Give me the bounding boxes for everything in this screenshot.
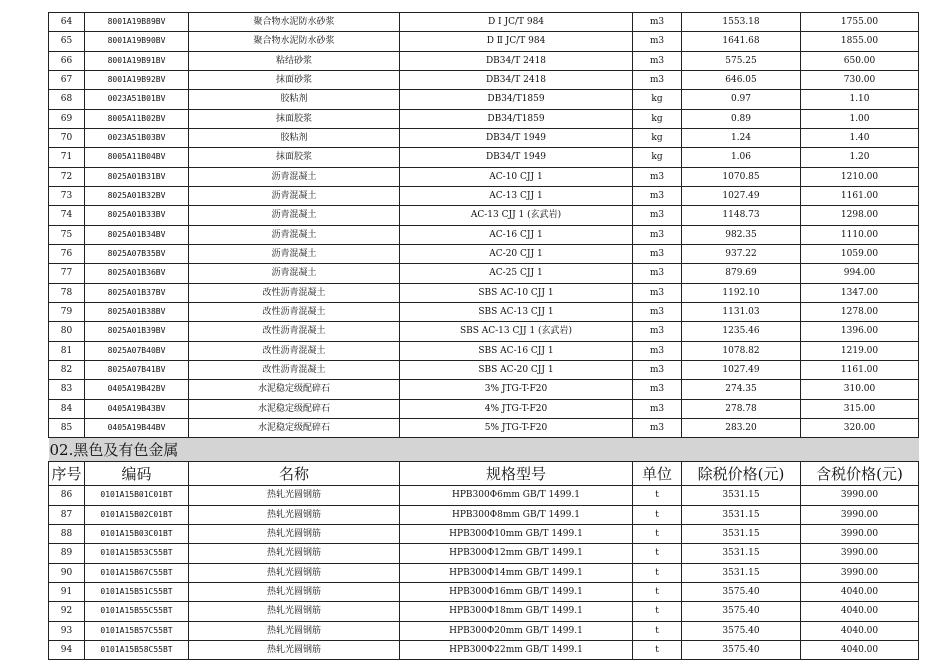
- cell-price-excl-tax[interactable]: 0.97: [682, 90, 801, 109]
- cell-spec[interactable]: SBS AC-16 CJJ 1: [400, 341, 633, 360]
- cell-price-excl-tax[interactable]: 1553.18: [682, 13, 801, 32]
- cell-unit[interactable]: kg: [633, 148, 682, 167]
- cell-price-incl-tax[interactable]: 1347.00: [801, 283, 919, 302]
- table-row: [49, 206, 919, 225]
- cell-seq[interactable]: 77: [49, 264, 85, 283]
- table-row: [49, 167, 919, 186]
- cell-code[interactable]: 0101A15B67C55BT: [85, 563, 189, 582]
- cell-unit[interactable]: m3: [633, 167, 682, 186]
- cell-seq[interactable]: 68: [49, 90, 85, 109]
- cell-seq[interactable]: 72: [49, 167, 85, 186]
- cell-seq[interactable]: 88: [49, 524, 85, 543]
- cell-name[interactable]: 热轧光圆钢筋: [189, 544, 400, 563]
- header-row: [49, 462, 919, 486]
- cell-name[interactable]: 沥青混凝土: [189, 206, 400, 225]
- cell-code[interactable]: 0405A19B43BV: [85, 399, 189, 418]
- cell-name[interactable]: 聚合物水泥防水砂浆: [189, 32, 400, 51]
- cell-seq[interactable]: 71: [49, 148, 85, 167]
- cell-price-incl-tax[interactable]: 1.10: [801, 90, 919, 109]
- header-spec[interactable]: 规格型号: [400, 462, 633, 486]
- cell-price-excl-tax[interactable]: 1131.03: [682, 302, 801, 321]
- cell-seq[interactable]: 78: [49, 283, 85, 302]
- table-row: [49, 341, 919, 360]
- cell-seq[interactable]: 83: [49, 380, 85, 399]
- cell-seq[interactable]: 64: [49, 13, 85, 32]
- cell-name[interactable]: 热轧光圆钢筋: [189, 563, 400, 582]
- cell-seq[interactable]: 69: [49, 109, 85, 128]
- cell-seq[interactable]: 89: [49, 544, 85, 563]
- cell-spec[interactable]: HPB300Φ18mm GB/T 1499.1: [400, 602, 633, 621]
- table-row: [49, 225, 919, 244]
- cell-price-excl-tax[interactable]: 1027.49: [682, 186, 801, 205]
- table-row: [49, 13, 919, 32]
- cell-price-incl-tax[interactable]: 650.00: [801, 51, 919, 70]
- cell-name[interactable]: 水泥稳定级配碎石: [189, 380, 400, 399]
- cell-seq[interactable]: 92: [49, 602, 85, 621]
- cell-seq[interactable]: 76: [49, 244, 85, 263]
- header-unit[interactable]: 单位: [633, 462, 682, 486]
- cell-price-incl-tax[interactable]: 1855.00: [801, 32, 919, 51]
- table-row: [49, 264, 919, 283]
- cell-name[interactable]: 抹面砂浆: [189, 70, 400, 89]
- cell-code[interactable]: 8001A19B90BV: [85, 32, 189, 51]
- cell-spec[interactable]: 4% JTG-T-F20: [400, 399, 633, 418]
- cell-code[interactable]: 0101A15B55C55BT: [85, 602, 189, 621]
- cell-spec[interactable]: DB34/T 2418: [400, 51, 633, 70]
- cell-price-excl-tax[interactable]: 274.35: [682, 380, 801, 399]
- cell-code[interactable]: 8025A01B38BV: [85, 302, 189, 321]
- cell-price-incl-tax[interactable]: 1161.00: [801, 360, 919, 379]
- table-row: [49, 244, 919, 263]
- cell-unit[interactable]: m3: [633, 32, 682, 51]
- cell-unit[interactable]: t: [633, 582, 682, 601]
- cell-seq[interactable]: 65: [49, 32, 85, 51]
- cell-code[interactable]: 0023A51B01BV: [85, 90, 189, 109]
- cell-name[interactable]: 热轧光圆钢筋: [189, 621, 400, 640]
- cell-code[interactable]: 0101A15B01C01BT: [85, 486, 189, 505]
- cell-spec[interactable]: AC-13 CJJ 1 (玄武岩): [400, 206, 633, 225]
- cell-price-excl-tax[interactable]: 3531.15: [682, 544, 801, 563]
- cell-spec[interactable]: SBS AC-13 CJJ 1 (玄武岩): [400, 322, 633, 341]
- cell-code[interactable]: 8001A19B89BV: [85, 13, 189, 32]
- cell-spec[interactable]: D Ⅱ JC/T 984: [400, 32, 633, 51]
- table-row: [49, 322, 919, 341]
- cell-seq[interactable]: 90: [49, 563, 85, 582]
- cell-seq[interactable]: 67: [49, 70, 85, 89]
- table-row: [49, 90, 919, 109]
- cell-spec[interactable]: DB34/T 1949: [400, 148, 633, 167]
- cell-code[interactable]: 8025A01B32BV: [85, 186, 189, 205]
- cell-code[interactable]: 8001A19B92BV: [85, 70, 189, 89]
- cell-unit[interactable]: m3: [633, 186, 682, 205]
- cell-price-excl-tax[interactable]: 3575.40: [682, 582, 801, 601]
- cell-spec[interactable]: SBS AC-13 CJJ 1: [400, 302, 633, 321]
- table-row: [49, 148, 919, 167]
- table-row: [49, 602, 919, 621]
- cell-seq[interactable]: 81: [49, 341, 85, 360]
- cell-name[interactable]: 沥青混凝土: [189, 244, 400, 263]
- cell-price-incl-tax[interactable]: 730.00: [801, 70, 919, 89]
- section-row: [49, 438, 919, 462]
- cell-spec[interactable]: 3% JTG-T-F20: [400, 380, 633, 399]
- header-price-excl-tax[interactable]: 除税价格(元): [682, 462, 801, 486]
- cell-price-incl-tax[interactable]: 4040.00: [801, 640, 919, 659]
- cell-unit[interactable]: kg: [633, 90, 682, 109]
- cell-spec[interactable]: DB34/T 1949: [400, 128, 633, 147]
- cell-price-incl-tax[interactable]: 315.00: [801, 399, 919, 418]
- cell-name[interactable]: 改性沥青混凝土: [189, 302, 400, 321]
- cell-name[interactable]: 改性沥青混凝土: [189, 360, 400, 379]
- cell-price-incl-tax[interactable]: 1298.00: [801, 206, 919, 225]
- cell-code[interactable]: 8025A01B39BV: [85, 322, 189, 341]
- cell-price-incl-tax[interactable]: 310.00: [801, 380, 919, 399]
- table-row: [49, 418, 919, 437]
- cell-spec[interactable]: DB34/T1859: [400, 109, 633, 128]
- cell-name[interactable]: 改性沥青混凝土: [189, 283, 400, 302]
- cell-price-excl-tax[interactable]: 283.20: [682, 418, 801, 437]
- table-row: [49, 51, 919, 70]
- cell-spec[interactable]: HPB300Φ22mm GB/T 1499.1: [400, 640, 633, 659]
- cell-price-incl-tax[interactable]: 1.40: [801, 128, 919, 147]
- cell-price-excl-tax[interactable]: 646.05: [682, 70, 801, 89]
- table-row: [49, 70, 919, 89]
- cell-price-incl-tax[interactable]: 1278.00: [801, 302, 919, 321]
- table-row: [49, 640, 919, 659]
- cell-name[interactable]: 胶粘剂: [189, 90, 400, 109]
- cell-price-excl-tax[interactable]: 3575.40: [682, 640, 801, 659]
- table-row: [49, 563, 919, 582]
- cell-seq[interactable]: 84: [49, 399, 85, 418]
- header-seq[interactable]: 序号: [49, 462, 85, 486]
- cell-price-excl-tax[interactable]: 879.69: [682, 264, 801, 283]
- cell-price-excl-tax[interactable]: 278.78: [682, 399, 801, 418]
- table-row: [49, 544, 919, 563]
- cell-code[interactable]: 8025A01B36BV: [85, 264, 189, 283]
- table-row: [49, 582, 919, 601]
- cell-code[interactable]: 0101A15B02C01BT: [85, 505, 189, 524]
- cell-unit[interactable]: m3: [633, 418, 682, 437]
- cell-spec[interactable]: HPB300Φ10mm GB/T 1499.1: [400, 524, 633, 543]
- cell-code[interactable]: 8025A01B33BV: [85, 206, 189, 225]
- cell-code[interactable]: 8001A19B91BV: [85, 51, 189, 70]
- cell-price-excl-tax[interactable]: 0.89: [682, 109, 801, 128]
- cell-name[interactable]: 沥青混凝土: [189, 167, 400, 186]
- cell-name[interactable]: 抹面胶浆: [189, 109, 400, 128]
- cell-spec[interactable]: SBS AC-10 CJJ 1: [400, 283, 633, 302]
- table-row: [49, 486, 919, 505]
- cell-code[interactable]: 8025A07B41BV: [85, 360, 189, 379]
- cell-price-incl-tax[interactable]: 3990.00: [801, 486, 919, 505]
- cell-price-excl-tax[interactable]: 1.06: [682, 148, 801, 167]
- table-row: [49, 186, 919, 205]
- cell-price-incl-tax[interactable]: 1.20: [801, 148, 919, 167]
- price-table: [48, 12, 919, 660]
- cell-seq[interactable]: 86: [49, 486, 85, 505]
- cell-spec[interactable]: AC-20 CJJ 1: [400, 244, 633, 263]
- cell-price-excl-tax[interactable]: 937.22: [682, 244, 801, 263]
- cell-unit[interactable]: m3: [633, 341, 682, 360]
- cell-price-incl-tax[interactable]: 1755.00: [801, 13, 919, 32]
- cell-name[interactable]: 聚合物水泥防水砂浆: [189, 13, 400, 32]
- cell-name[interactable]: 沥青混凝土: [189, 186, 400, 205]
- cell-price-incl-tax[interactable]: 1161.00: [801, 186, 919, 205]
- cell-code[interactable]: 0101A15B53C55BT: [85, 544, 189, 563]
- cell-code[interactable]: 0101A15B57C55BT: [85, 621, 189, 640]
- cell-seq[interactable]: 73: [49, 186, 85, 205]
- cell-spec[interactable]: HPB300Φ12mm GB/T 1499.1: [400, 544, 633, 563]
- table-row: [49, 621, 919, 640]
- cell-code[interactable]: 8025A01B34BV: [85, 225, 189, 244]
- table-row: [49, 360, 919, 379]
- cell-price-incl-tax[interactable]: 1396.00: [801, 322, 919, 341]
- cell-price-incl-tax[interactable]: 3990.00: [801, 563, 919, 582]
- cell-code[interactable]: 0405A19B42BV: [85, 380, 189, 399]
- cell-code[interactable]: 8025A01B37BV: [85, 283, 189, 302]
- cell-seq[interactable]: 66: [49, 51, 85, 70]
- cell-price-excl-tax[interactable]: 3575.40: [682, 602, 801, 621]
- cell-unit[interactable]: kg: [633, 128, 682, 147]
- cell-spec[interactable]: AC-10 CJJ 1: [400, 167, 633, 186]
- cell-unit[interactable]: m3: [633, 225, 682, 244]
- cell-unit[interactable]: m3: [633, 302, 682, 321]
- cell-seq[interactable]: 91: [49, 582, 85, 601]
- table-row: [49, 32, 919, 51]
- cell-seq[interactable]: 70: [49, 128, 85, 147]
- cell-name[interactable]: 热轧光圆钢筋: [189, 505, 400, 524]
- cell-code[interactable]: 0023A51B03BV: [85, 128, 189, 147]
- cell-price-excl-tax[interactable]: 3575.40: [682, 621, 801, 640]
- cell-seq[interactable]: 93: [49, 621, 85, 640]
- cell-unit[interactable]: m3: [633, 70, 682, 89]
- cell-code[interactable]: 8025A07B40BV: [85, 341, 189, 360]
- table-row: [49, 524, 919, 543]
- cell-name[interactable]: 沥青混凝土: [189, 264, 400, 283]
- cell-price-incl-tax[interactable]: 1219.00: [801, 341, 919, 360]
- cell-spec[interactable]: AC-25 CJJ 1: [400, 264, 633, 283]
- cell-price-excl-tax[interactable]: 1192.10: [682, 283, 801, 302]
- cell-spec[interactable]: AC-16 CJJ 1: [400, 225, 633, 244]
- cell-unit[interactable]: t: [633, 505, 682, 524]
- cell-unit[interactable]: t: [633, 544, 682, 563]
- cell-price-incl-tax[interactable]: 994.00: [801, 264, 919, 283]
- table-row: [49, 380, 919, 399]
- cell-unit[interactable]: m3: [633, 206, 682, 225]
- cell-price-excl-tax[interactable]: 1070.85: [682, 167, 801, 186]
- cell-price-incl-tax[interactable]: 1110.00: [801, 225, 919, 244]
- cell-name[interactable]: 水泥稳定级配碎石: [189, 399, 400, 418]
- cell-code[interactable]: 0101A15B51C55BT: [85, 582, 189, 601]
- header-price-incl-tax[interactable]: 含税价格(元): [801, 462, 919, 486]
- cell-price-excl-tax[interactable]: 3531.15: [682, 563, 801, 582]
- cell-unit[interactable]: t: [633, 563, 682, 582]
- cell-price-excl-tax[interactable]: 1235.46: [682, 322, 801, 341]
- cell-spec[interactable]: 5% JTG-T-F20: [400, 418, 633, 437]
- table-row: [49, 505, 919, 524]
- cell-unit[interactable]: t: [633, 602, 682, 621]
- cell-price-incl-tax[interactable]: 4040.00: [801, 602, 919, 621]
- cell-price-incl-tax[interactable]: 1210.00: [801, 167, 919, 186]
- cell-spec[interactable]: HPB300Φ14mm GB/T 1499.1: [400, 563, 633, 582]
- cell-name[interactable]: 热轧光圆钢筋: [189, 640, 400, 659]
- cell-spec[interactable]: HPB300Φ8mm GB/T 1499.1: [400, 505, 633, 524]
- cell-price-incl-tax[interactable]: 4040.00: [801, 621, 919, 640]
- cell-price-excl-tax[interactable]: 1148.73: [682, 206, 801, 225]
- cell-price-excl-tax[interactable]: 1027.49: [682, 360, 801, 379]
- cell-price-excl-tax[interactable]: 1.24: [682, 128, 801, 147]
- cell-name[interactable]: 热轧光圆钢筋: [189, 602, 400, 621]
- cell-price-incl-tax[interactable]: 3990.00: [801, 505, 919, 524]
- cell-spec[interactable]: HPB300Φ6mm GB/T 1499.1: [400, 486, 633, 505]
- cell-name[interactable]: 改性沥青混凝土: [189, 322, 400, 341]
- cell-unit[interactable]: m3: [633, 264, 682, 283]
- cell-name[interactable]: 胶粘剂: [189, 128, 400, 147]
- cell-price-excl-tax[interactable]: 575.25: [682, 51, 801, 70]
- cell-name[interactable]: 水泥稳定级配碎石: [189, 418, 400, 437]
- header-name[interactable]: 名称: [189, 462, 400, 486]
- section-title[interactable]: 02.黑色及有色金属: [49, 438, 919, 462]
- cell-code[interactable]: 8025A01B31BV: [85, 167, 189, 186]
- cell-seq[interactable]: 82: [49, 360, 85, 379]
- table-row: [49, 109, 919, 128]
- cell-seq[interactable]: 74: [49, 206, 85, 225]
- cell-name[interactable]: 热轧光圆钢筋: [189, 524, 400, 543]
- cell-spec[interactable]: HPB300Φ20mm GB/T 1499.1: [400, 621, 633, 640]
- cell-name[interactable]: 热轧光圆钢筋: [189, 582, 400, 601]
- header-code[interactable]: 编码: [85, 462, 189, 486]
- cell-name[interactable]: 改性沥青混凝土: [189, 341, 400, 360]
- cell-unit[interactable]: m3: [633, 360, 682, 379]
- cell-code[interactable]: 8025A07B35BV: [85, 244, 189, 263]
- cell-name[interactable]: 热轧光圆钢筋: [189, 486, 400, 505]
- cell-unit[interactable]: kg: [633, 109, 682, 128]
- cell-seq[interactable]: 79: [49, 302, 85, 321]
- table-row: [49, 283, 919, 302]
- cell-seq[interactable]: 87: [49, 505, 85, 524]
- cell-price-excl-tax[interactable]: 1078.82: [682, 341, 801, 360]
- cell-unit[interactable]: t: [633, 524, 682, 543]
- cell-code[interactable]: 8005A11B04BV: [85, 148, 189, 167]
- cell-price-excl-tax[interactable]: 3531.15: [682, 524, 801, 543]
- cell-unit[interactable]: m3: [633, 322, 682, 341]
- cell-unit[interactable]: m3: [633, 399, 682, 418]
- cell-price-incl-tax[interactable]: 3990.00: [801, 524, 919, 543]
- cell-name[interactable]: 沥青混凝土: [189, 225, 400, 244]
- cell-spec[interactable]: DB34/T 2418: [400, 70, 633, 89]
- cell-seq[interactable]: 85: [49, 418, 85, 437]
- cell-price-incl-tax[interactable]: 1.00: [801, 109, 919, 128]
- cell-code[interactable]: 0101A15B58C55BT: [85, 640, 189, 659]
- cell-unit[interactable]: t: [633, 486, 682, 505]
- table-row: [49, 399, 919, 418]
- cell-name[interactable]: 抹面胶浆: [189, 148, 400, 167]
- cell-unit[interactable]: t: [633, 640, 682, 659]
- cell-unit[interactable]: m3: [633, 51, 682, 70]
- cell-spec[interactable]: HPB300Φ16mm GB/T 1499.1: [400, 582, 633, 601]
- cell-code[interactable]: 0101A15B03C01BT: [85, 524, 189, 543]
- price-sheet: [48, 12, 918, 660]
- cell-price-incl-tax[interactable]: 4040.00: [801, 582, 919, 601]
- cell-unit[interactable]: m3: [633, 244, 682, 263]
- cell-price-incl-tax[interactable]: 3990.00: [801, 544, 919, 563]
- cell-unit[interactable]: m3: [633, 283, 682, 302]
- cell-price-incl-tax[interactable]: 320.00: [801, 418, 919, 437]
- table-row: [49, 128, 919, 147]
- cell-seq[interactable]: 94: [49, 640, 85, 659]
- cell-seq[interactable]: 75: [49, 225, 85, 244]
- cell-price-excl-tax[interactable]: 982.35: [682, 225, 801, 244]
- cell-spec[interactable]: AC-13 CJJ 1: [400, 186, 633, 205]
- cell-spec[interactable]: DB34/T1859: [400, 90, 633, 109]
- cell-unit[interactable]: t: [633, 621, 682, 640]
- cell-code[interactable]: 0405A19B44BV: [85, 418, 189, 437]
- cell-price-excl-tax[interactable]: 3531.15: [682, 505, 801, 524]
- cell-price-excl-tax[interactable]: 1641.68: [682, 32, 801, 51]
- cell-price-incl-tax[interactable]: 1059.00: [801, 244, 919, 263]
- table-row: [49, 302, 919, 321]
- cell-unit[interactable]: m3: [633, 380, 682, 399]
- cell-spec[interactable]: SBS AC-20 CJJ 1: [400, 360, 633, 379]
- cell-spec[interactable]: D Ⅰ JC/T 984: [400, 13, 633, 32]
- cell-seq[interactable]: 80: [49, 322, 85, 341]
- cell-unit[interactable]: m3: [633, 13, 682, 32]
- cell-price-excl-tax[interactable]: 3531.15: [682, 486, 801, 505]
- cell-name[interactable]: 粘结砂浆: [189, 51, 400, 70]
- cell-code[interactable]: 8005A11B02BV: [85, 109, 189, 128]
